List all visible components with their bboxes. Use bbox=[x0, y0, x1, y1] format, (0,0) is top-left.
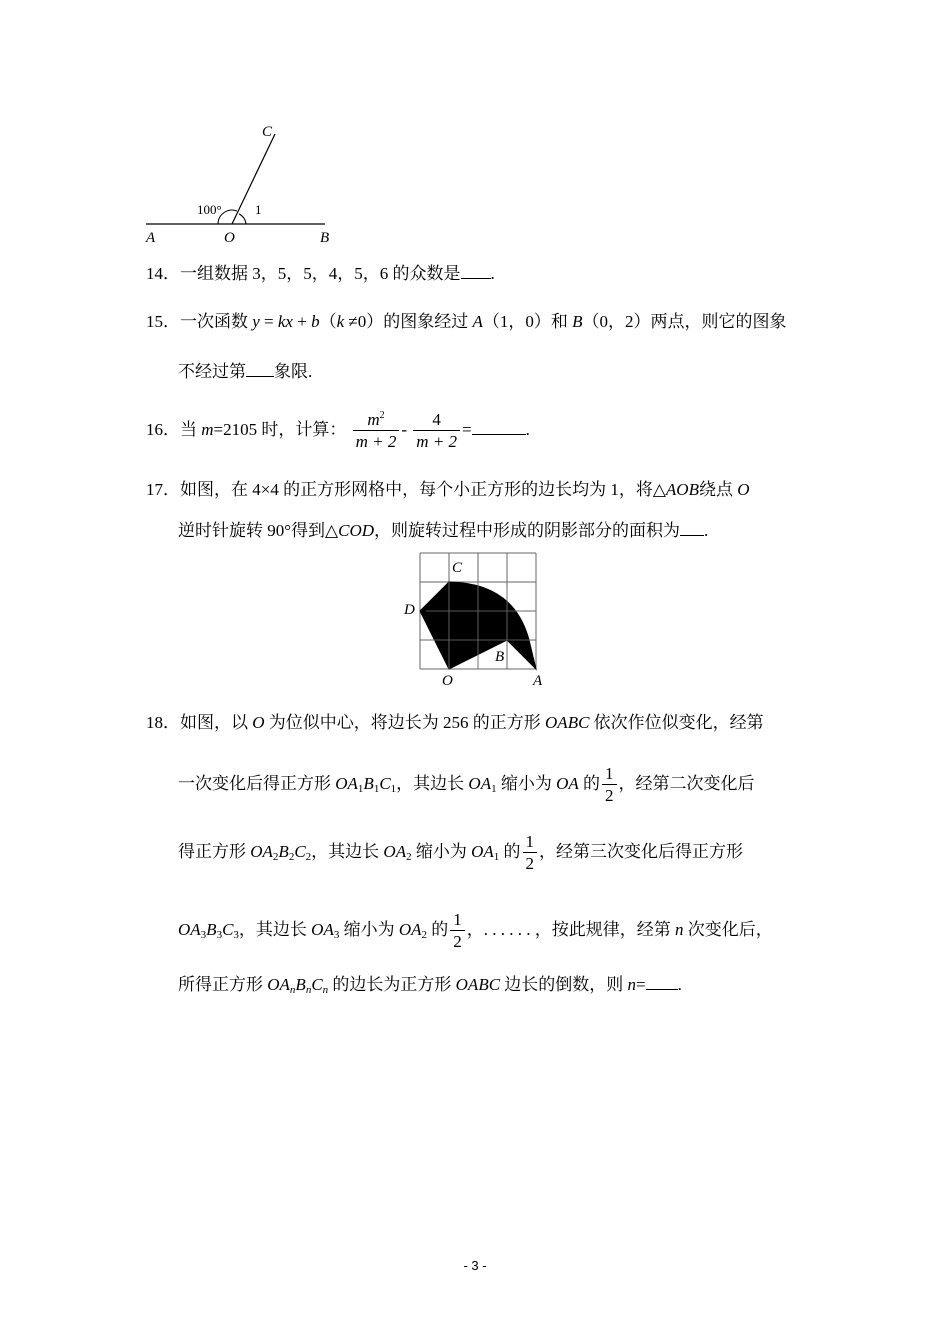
label-b: B bbox=[320, 230, 330, 246]
angle-arc-1 bbox=[239, 214, 246, 224]
question-15-line-2: 不经过第 象限. bbox=[178, 362, 313, 381]
fraction-4: $\frac{4}{m + 2}$ bbox=[413, 410, 460, 453]
fraction-half: $\frac{1}{2}$ bbox=[450, 910, 465, 953]
grid-figure bbox=[400, 548, 560, 690]
fraction-half: $\frac{1}{2}$ bbox=[523, 832, 538, 875]
question-14: 14．一组数据 3，5，5，4，5，6 的众数是 . bbox=[146, 264, 495, 283]
page-number: - 3 - bbox=[463, 1258, 487, 1273]
label-c: C bbox=[262, 124, 273, 140]
label-100deg: 100° bbox=[197, 202, 222, 217]
question-17-line-1: 17．如图，在 4×4 的正方形网格中，每个小正方形的边长均为 1，将△AOB绕点 O bbox=[146, 480, 750, 499]
ray-oc bbox=[232, 134, 275, 224]
label-a: A bbox=[146, 230, 156, 246]
answer-blank bbox=[461, 262, 491, 279]
answer-blank bbox=[472, 418, 526, 435]
answer-blank bbox=[646, 973, 678, 990]
label-b: B bbox=[495, 649, 505, 665]
question-18-line-2: 一次变化后得正方形 $OA_1B_1C_1$，其边长 $OA_1$ 缩小为 OA 的 $\frac{1}{2}$ ，经第二次变化后 bbox=[178, 763, 755, 805]
question-15-line-1: 15．一次函数 y = kx + b（k ≠0）的图象经过 A（1，0）和 B（0，2）两点，则它的图象 bbox=[146, 312, 787, 331]
question-17-line-2: 逆时针旋转 90°得到△COD，则旋转过程中形成的阴影部分的面积为 . bbox=[178, 521, 709, 540]
label-o: O bbox=[224, 230, 235, 246]
fraction-half: $\frac{1}{2}$ bbox=[602, 764, 617, 807]
question-16: 16．当 m=2105 时，计算： $\frac{m^2}{m + 2}$ - $\frac{4}{m + 2}$ = . bbox=[146, 409, 530, 451]
angle-figure bbox=[140, 118, 350, 248]
question-18-line-1: 18．如图，以 O 为位似中心，将边长为 256 的正方形 OABC 依次作位似变化，经第 bbox=[146, 713, 764, 732]
label-o: O bbox=[442, 673, 453, 689]
label-angle-1: 1 bbox=[255, 202, 262, 217]
label-c: C bbox=[452, 560, 463, 576]
answer-blank bbox=[246, 360, 274, 377]
label-d: D bbox=[404, 602, 415, 618]
label-a: A bbox=[533, 673, 543, 689]
answer-blank bbox=[680, 519, 704, 536]
question-18-line-4: $OA_3B_3C_3$，其边长 $OA_3$ 缩小为 $OA_2$ 的 $\frac{1}{2}$ ，. . . . . . ，按此规律，经第 n 次变化后， bbox=[178, 909, 773, 951]
question-18-line-5: 所得正方形 $OA_nB_nC_n$ 的边长为正方形 OABC 边长的倒数，则 n= . bbox=[178, 975, 682, 996]
question-18-line-3: 得正方形 $OA_2B_2C_2$，其边长 $OA_2$ 缩小为 $OA_1$ 的 $\frac{1}{2}$ ，经第三次变化后得正方形 bbox=[178, 831, 743, 873]
fraction-m2: $\frac{m^2}{m + 2}$ bbox=[353, 410, 400, 453]
